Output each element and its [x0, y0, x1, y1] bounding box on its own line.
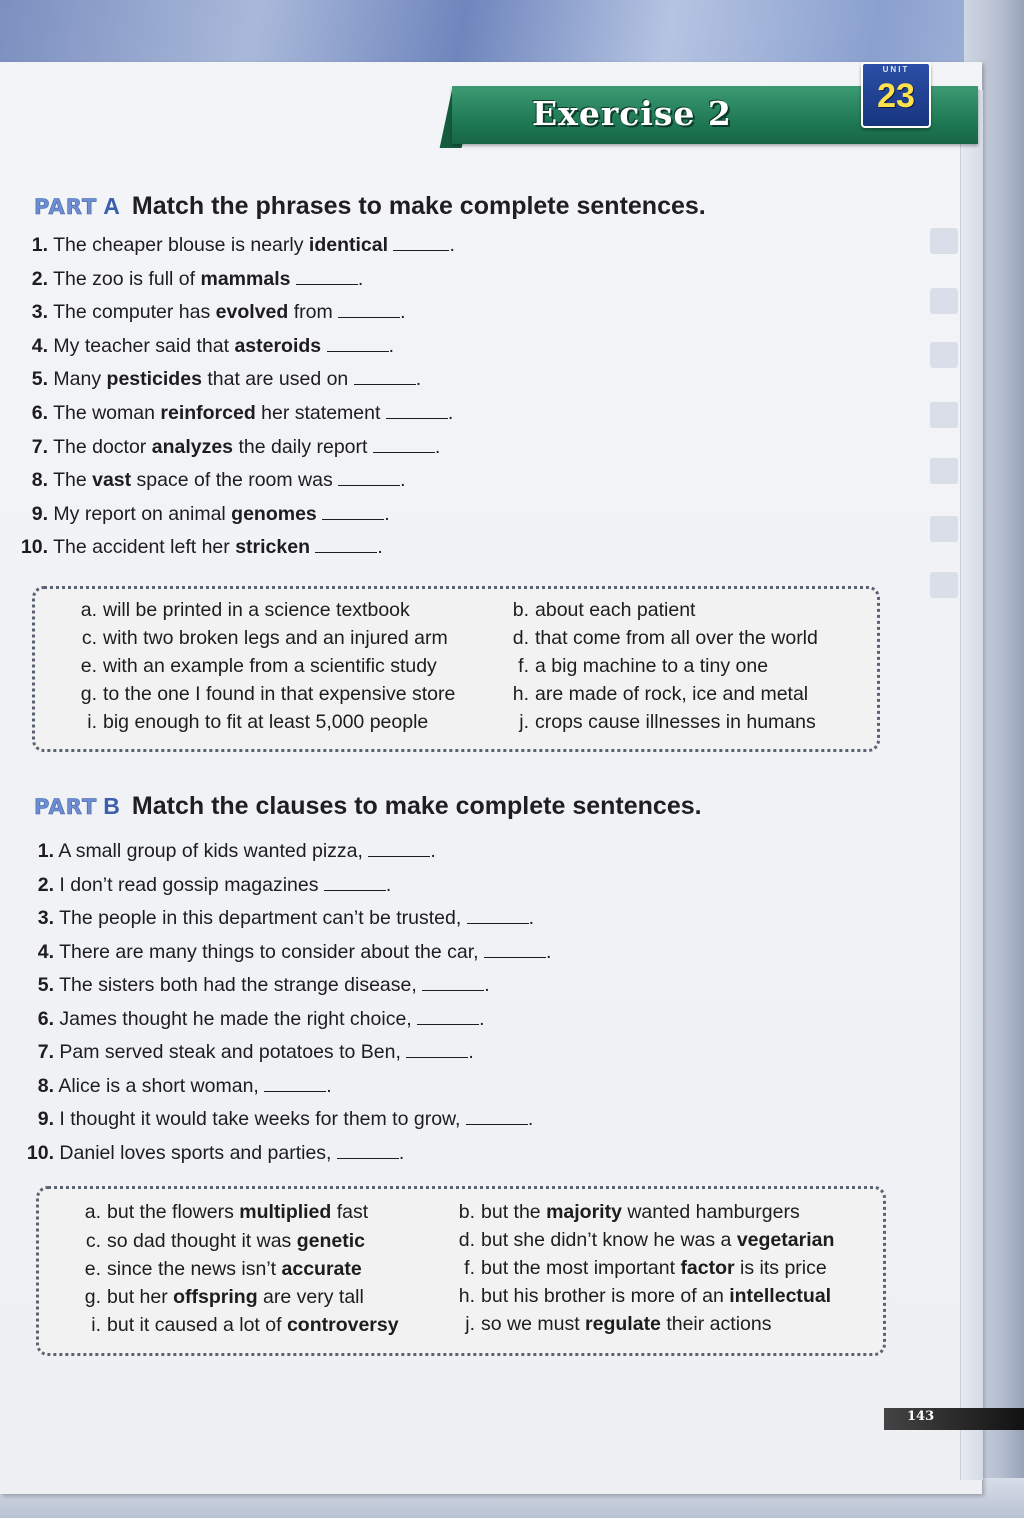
page-edge — [960, 90, 983, 1480]
question-text: There are many things to consider about the car, — [59, 940, 484, 963]
answer-blank[interactable] — [393, 234, 449, 251]
answer-text: but the most important — [481, 1257, 681, 1279]
vocabulary-word: intellectual — [729, 1285, 832, 1307]
vocabulary-word: identical — [308, 234, 389, 256]
answer-text: so we must — [481, 1313, 586, 1335]
answer-blank[interactable] — [484, 941, 546, 958]
question-number: 1. — [31, 234, 48, 256]
part-b-question-list — [24, 840, 551, 1175]
question-number: 7. — [37, 1041, 54, 1063]
answer-blank[interactable] — [386, 402, 448, 419]
answer-option — [443, 1313, 771, 1336]
part-letter: A — [103, 193, 120, 219]
question-text: The doctor — [53, 435, 152, 458]
answer-option — [497, 711, 816, 734]
vocabulary-word: factor — [680, 1257, 735, 1279]
question-item: 6. The woman reinforced her statement . — [20, 402, 455, 436]
answer-blank[interactable] — [417, 1008, 479, 1025]
question-item: 9. My report on animal genomes . — [20, 503, 455, 537]
answer-blank[interactable] — [338, 469, 400, 486]
question-item: 8. The vast space of the room was . — [20, 469, 455, 503]
page-number-bar — [884, 1408, 1024, 1430]
answer-blank[interactable] — [422, 974, 484, 991]
answer-letter: h. — [458, 1285, 475, 1307]
answer-text: but it caused a lot of — [107, 1314, 287, 1336]
unit-number: 23 — [877, 77, 915, 115]
answer-letter: f. — [518, 655, 529, 677]
answer-letter: c. — [85, 1230, 101, 1252]
answer-text: are made of rock, ice and metal — [535, 683, 809, 705]
page-tab-marker — [930, 572, 958, 598]
answer-letter: g. — [80, 683, 97, 705]
vocabulary-word: regulate — [585, 1313, 661, 1335]
page-tab-marker — [930, 458, 958, 484]
answer-text: is its price — [734, 1257, 827, 1279]
page-tab-marker — [930, 402, 958, 428]
answer-text: to the one I found in that expensive store — [103, 683, 456, 705]
answer-letter: j. — [465, 1313, 475, 1335]
answer-blank[interactable] — [467, 907, 529, 924]
part-a-heading — [34, 192, 706, 226]
question-number: 3. — [37, 907, 54, 929]
question-text: My teacher said that — [53, 334, 235, 357]
answer-letter: b. — [458, 1201, 475, 1223]
answer-text: with an example from a scientific study — [103, 655, 437, 677]
answer-text: but she didn’t know he was a — [481, 1229, 737, 1251]
part-label: PART — [34, 195, 98, 219]
question-text: I don’t read gossip magazines — [59, 873, 324, 896]
answer-text: fast — [331, 1201, 369, 1223]
answer-blank[interactable] — [264, 1075, 326, 1092]
page-tab-marker — [930, 516, 958, 542]
answer-letter: c. — [81, 627, 97, 649]
question-item: 9. I thought it would take weeks for them to grow, . — [24, 1108, 551, 1142]
answer-letter: d. — [512, 627, 529, 649]
answer-option — [497, 683, 808, 706]
question-text: The sisters both had the strange disease, — [59, 974, 423, 996]
question-text: A small group of kids wanted pizza, — [58, 840, 369, 862]
question-item: 3. The people in this department can’t be trusted, . — [24, 907, 551, 941]
question-number: 2. — [31, 267, 48, 290]
answer-text: wanted hamburgers — [621, 1201, 800, 1223]
answer-letter: f. — [464, 1257, 475, 1279]
answer-letter: a. — [84, 1201, 101, 1223]
vocabulary-word: offspring — [173, 1286, 258, 1308]
answer-text: will be printed in a science textbook — [103, 599, 410, 621]
question-text: The cheaper blouse is nearly — [53, 234, 309, 256]
answer-text: about each patient — [535, 599, 696, 621]
part-instruction: Match the phrases to make complete sentences. — [131, 192, 706, 220]
answer-text: big enough to fit at least 5,000 people — [103, 711, 429, 733]
part-letter: B — [103, 793, 120, 819]
answer-option — [65, 683, 455, 706]
answer-option — [69, 1201, 368, 1224]
question-number: 9. — [37, 1108, 54, 1130]
question-item: 5. The sisters both had the strange disease, . — [24, 974, 551, 1008]
answer-letter: e. — [84, 1258, 101, 1280]
answer-blank[interactable] — [338, 301, 400, 318]
answer-blank[interactable] — [406, 1041, 468, 1058]
part-instruction: Match the clauses to make complete sentences. — [131, 792, 702, 820]
vocabulary-word: stricken — [235, 536, 310, 559]
part-b-answer-box — [36, 1186, 886, 1356]
part-b-heading — [34, 792, 702, 826]
answer-blank[interactable] — [315, 536, 377, 553]
question-item: 1. A small group of kids wanted pizza, . — [24, 840, 551, 874]
part-a-answer-box — [32, 586, 880, 752]
question-text: The — [53, 469, 93, 492]
question-number: 6. — [31, 401, 48, 424]
question-text: the daily report — [233, 435, 373, 458]
question-text: that are used on — [201, 368, 354, 391]
question-number: 7. — [31, 435, 48, 458]
page-tab-marker — [930, 288, 958, 314]
question-number: 4. — [31, 334, 48, 357]
answer-option — [497, 627, 818, 650]
answer-text: a big machine to a tiny one — [535, 655, 769, 677]
answer-text: are very tall — [257, 1286, 364, 1308]
vocabulary-word: accurate — [281, 1258, 362, 1280]
answer-blank[interactable] — [466, 1108, 528, 1125]
question-number: 4. — [37, 940, 54, 963]
question-number: 5. — [31, 368, 48, 391]
question-text: My report on animal — [53, 502, 232, 525]
answer-blank[interactable] — [324, 874, 386, 891]
answer-text: but her — [107, 1286, 174, 1308]
answer-option — [69, 1314, 399, 1337]
question-text: The people in this department can’t be trusted, — [59, 907, 467, 929]
vocabulary-word: genomes — [231, 502, 317, 525]
vocabulary-word: pesticides — [106, 368, 202, 391]
answer-text: but the — [481, 1201, 547, 1223]
answer-option — [497, 599, 695, 622]
question-text: Alice is a short woman, — [58, 1074, 265, 1097]
answer-blank[interactable] — [368, 840, 430, 857]
answer-blank[interactable] — [337, 1142, 399, 1159]
answer-option — [69, 1230, 365, 1253]
answer-letter: h. — [512, 683, 529, 705]
vocabulary-word: mammals — [200, 267, 291, 290]
answer-option — [443, 1285, 831, 1308]
answer-option — [69, 1258, 362, 1281]
answer-text: so dad thought it was — [107, 1230, 297, 1252]
answer-option — [443, 1201, 800, 1224]
question-item: 2. I don’t read gossip magazines . — [24, 874, 551, 908]
vocabulary-word: analyzes — [151, 435, 234, 458]
answer-text: that come from all over the world — [535, 627, 818, 649]
answer-option — [69, 1286, 364, 1309]
answer-option — [65, 627, 448, 650]
question-item: 4. There are many things to consider about the car, . — [24, 941, 551, 975]
vocabulary-word: genetic — [296, 1230, 365, 1252]
answer-letter: i. — [91, 1314, 101, 1336]
vocabulary-word: majority — [546, 1201, 622, 1223]
part-a-question-list — [20, 234, 455, 570]
question-number: 10. — [26, 1141, 54, 1164]
answer-text: crops cause illnesses in humans — [535, 711, 816, 733]
question-item: 1. The cheaper blouse is nearly identical . — [20, 234, 455, 268]
answer-option — [65, 655, 437, 678]
question-text: space of the room was — [131, 469, 339, 492]
answer-text: their actions — [660, 1313, 772, 1335]
question-number: 8. — [31, 469, 48, 492]
question-item: 6. James thought he made the right choice, . — [24, 1008, 551, 1042]
answer-blank[interactable] — [296, 268, 358, 285]
answer-option — [443, 1229, 834, 1252]
page-tab-marker — [930, 342, 958, 368]
unit-label: UNIT — [882, 65, 910, 74]
answer-text: but his brother is more of an — [481, 1285, 730, 1307]
question-item: 7. The doctor analyzes the daily report . — [20, 436, 455, 470]
question-item: 10. The accident left her stricken . — [20, 536, 383, 559]
question-number: 8. — [37, 1074, 54, 1097]
vocabulary-word: controversy — [286, 1314, 399, 1336]
question-item: 3. The computer has evolved from . — [20, 301, 455, 335]
question-item: 4. My teacher said that asteroids . — [20, 335, 455, 369]
question-number: 9. — [31, 502, 48, 525]
part-label: PART — [34, 795, 98, 819]
question-text: The computer has — [53, 301, 216, 324]
answer-text: since the news isn’t — [107, 1258, 282, 1280]
question-text: The zoo is full of — [53, 267, 201, 290]
answer-text: but the flowers — [107, 1201, 240, 1223]
exercise-title: Exercise 2 — [532, 94, 732, 133]
question-item: 10. Daniel loves sports and parties, . — [24, 1142, 551, 1176]
vocabulary-word: multiplied — [239, 1201, 332, 1223]
question-number: 6. — [37, 1007, 54, 1030]
answer-option — [443, 1257, 827, 1280]
answer-blank[interactable] — [373, 436, 435, 453]
question-text: The woman — [53, 401, 161, 424]
answer-letter: e. — [80, 655, 97, 677]
question-item: 7. Pam served steak and potatoes to Ben, . — [24, 1041, 551, 1075]
answer-letter: i. — [87, 711, 97, 733]
vocabulary-word: vegetarian — [736, 1229, 835, 1251]
vocabulary-word: evolved — [215, 301, 289, 324]
answer-letter: a. — [80, 599, 97, 621]
answer-letter: b. — [512, 599, 529, 621]
answer-blank[interactable] — [354, 368, 416, 385]
question-number: 3. — [31, 301, 48, 324]
answer-blank[interactable] — [327, 335, 389, 352]
question-item: 5. Many pesticides that are used on . — [20, 368, 455, 402]
question-item: 8. Alice is a short woman, . — [24, 1075, 551, 1109]
question-text: from — [288, 301, 339, 324]
answer-option — [497, 655, 768, 678]
question-number: 2. — [37, 873, 54, 896]
page-number: 143 — [907, 1409, 935, 1424]
vocabulary-word: asteroids — [234, 334, 322, 357]
question-number: 5. — [37, 974, 54, 996]
vocabulary-word: reinforced — [160, 401, 256, 424]
unit-badge — [861, 62, 931, 128]
answer-letter: j. — [519, 711, 529, 733]
vocabulary-word: vast — [92, 469, 132, 492]
question-text: I thought it would take weeks for them to grow, — [59, 1108, 466, 1130]
answer-text: with two broken legs and an injured arm — [103, 627, 448, 649]
page-tab-marker — [930, 228, 958, 254]
question-text: James thought he made the right choice, — [59, 1007, 418, 1030]
answer-option — [65, 711, 428, 734]
question-number: 1. — [37, 840, 54, 862]
answer-option — [65, 599, 410, 622]
answer-blank[interactable] — [322, 503, 384, 520]
answer-letter: d. — [458, 1229, 475, 1251]
question-text: her statement — [255, 401, 386, 424]
question-text: Many — [53, 368, 107, 391]
question-item: 2. The zoo is full of mammals . — [20, 268, 455, 302]
question-number: 10. — [20, 536, 48, 559]
question-text: Pam served steak and potatoes to Ben, — [59, 1041, 407, 1063]
answer-letter: g. — [84, 1286, 101, 1308]
question-text: Daniel loves sports and parties, — [59, 1141, 337, 1164]
question-text: The accident left her — [53, 536, 236, 559]
